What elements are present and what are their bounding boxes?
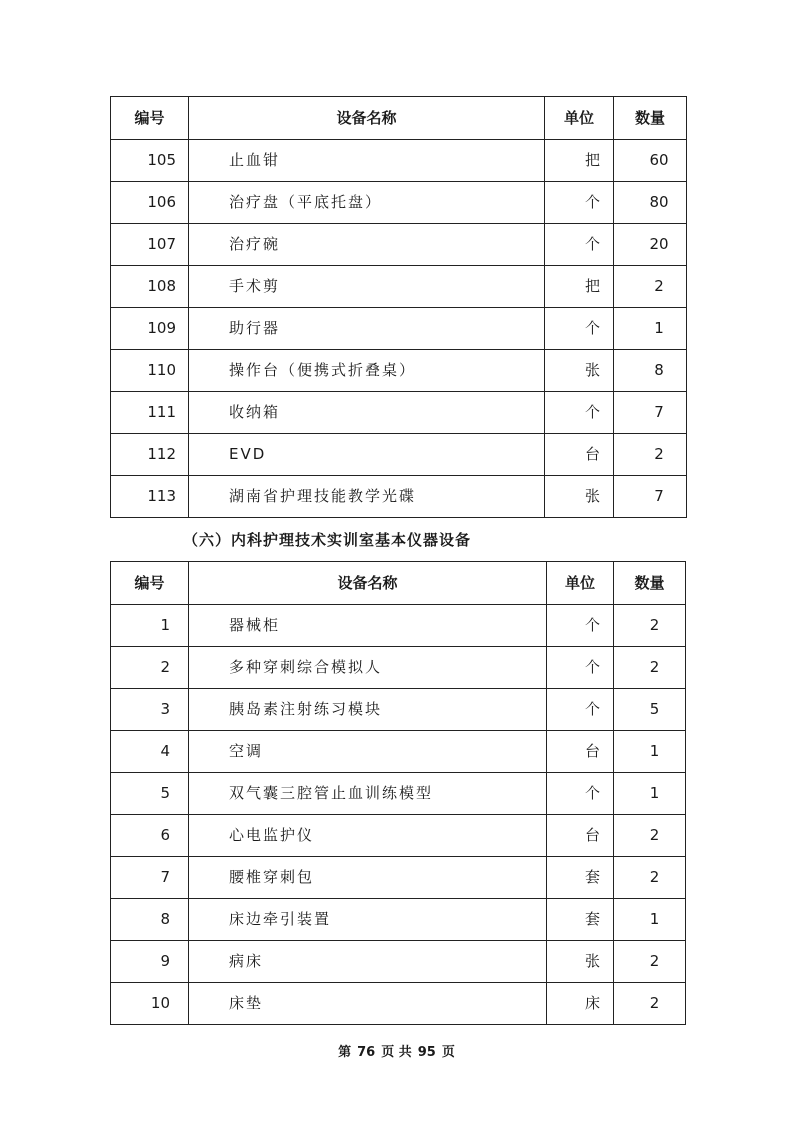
header-unit: 单位 [547,562,614,605]
cell-number: 5 [111,773,189,815]
cell-number: 109 [111,308,189,350]
cell-quantity: 2 [614,605,686,647]
cell-unit: 套 [547,857,614,899]
cell-unit: 台 [547,815,614,857]
cell-quantity: 8 [614,350,687,392]
table-row [111,434,687,476]
cell-number: 111 [111,392,189,434]
cell-unit: 个 [547,605,614,647]
cell-quantity: 1 [614,731,686,773]
cell-unit: 个 [547,689,614,731]
footer-suffix: 页 [441,1045,455,1060]
cell-quantity: 60 [614,140,687,182]
cell-number: 106 [111,182,189,224]
table-row [111,350,687,392]
table-row [111,392,687,434]
cell-unit: 个 [547,647,614,689]
cell-unit: 张 [545,350,614,392]
cell-unit: 台 [545,434,614,476]
cell-unit: 床 [547,983,614,1025]
table-row [111,689,686,731]
cell-unit: 把 [545,266,614,308]
cell-equipment-name: 胰岛素注射练习模块 [189,689,547,731]
cell-quantity: 1 [614,773,686,815]
table-header-row [111,97,687,140]
cell-number: 113 [111,476,189,518]
table-row [111,182,687,224]
cell-number: 7 [111,857,189,899]
cell-number: 8 [111,899,189,941]
cell-equipment-name: 病床 [189,941,547,983]
cell-number: 4 [111,731,189,773]
footer-total-pages: 95 [417,1045,436,1060]
table-row [111,857,686,899]
cell-unit: 张 [545,476,614,518]
header-equipment-name: 设备名称 [189,97,545,140]
table-row [111,731,686,773]
cell-equipment-name: 手术剪 [189,266,545,308]
cell-unit: 个 [547,773,614,815]
header-number: 编号 [111,562,189,605]
cell-quantity: 2 [614,647,686,689]
cell-equipment-name: 治疗盘（平底托盘） [189,182,545,224]
table-row [111,815,686,857]
cell-quantity: 5 [614,689,686,731]
cell-number: 1 [111,605,189,647]
cell-equipment-name: 止血钳 [189,140,545,182]
cell-quantity: 80 [614,182,687,224]
footer-current-page: 76 [357,1045,376,1060]
cell-quantity: 2 [614,983,686,1025]
cell-quantity: 2 [614,266,687,308]
table-header-row [111,562,686,605]
table-row [111,605,686,647]
footer-middle: 页 共 [381,1045,412,1060]
cell-equipment-name: 腰椎穿刺包 [189,857,547,899]
cell-unit: 张 [547,941,614,983]
cell-unit: 把 [545,140,614,182]
cell-equipment-name: EVD [189,434,545,476]
cell-unit: 个 [545,224,614,266]
cell-number: 9 [111,941,189,983]
footer-prefix: 第 [338,1045,352,1060]
cell-quantity: 7 [614,392,687,434]
table-row [111,941,686,983]
header-number: 编号 [111,97,189,140]
cell-equipment-name: 空调 [189,731,547,773]
cell-equipment-name: 操作台（便携式折叠桌） [189,350,545,392]
cell-quantity: 7 [614,476,687,518]
cell-number: 112 [111,434,189,476]
cell-quantity: 2 [614,941,686,983]
table-row [111,266,687,308]
cell-quantity: 1 [614,899,686,941]
table-row [111,983,686,1025]
header-quantity: 数量 [614,97,687,140]
cell-equipment-name: 助行器 [189,308,545,350]
cell-quantity: 2 [614,815,686,857]
table-row [111,140,687,182]
cell-quantity: 1 [614,308,687,350]
header-quantity: 数量 [614,562,686,605]
equipment-table-2 [110,561,686,1025]
section-heading: （六）内科护理技术实训室基本仪器设备 [183,531,472,549]
table-row [111,308,687,350]
cell-number: 6 [111,815,189,857]
header-unit: 单位 [545,97,614,140]
table-row [111,224,687,266]
cell-equipment-name: 多种穿刺综合模拟人 [189,647,547,689]
cell-equipment-name: 收纳箱 [189,392,545,434]
cell-unit: 个 [545,308,614,350]
cell-unit: 个 [545,182,614,224]
cell-unit: 个 [545,392,614,434]
cell-unit: 台 [547,731,614,773]
table-row [111,647,686,689]
cell-unit: 套 [547,899,614,941]
cell-quantity: 2 [614,857,686,899]
cell-quantity: 2 [614,434,687,476]
cell-equipment-name: 床边牵引装置 [189,899,547,941]
cell-number: 105 [111,140,189,182]
cell-number: 3 [111,689,189,731]
cell-quantity: 20 [614,224,687,266]
cell-number: 108 [111,266,189,308]
table-row [111,773,686,815]
cell-equipment-name: 床垫 [189,983,547,1025]
table-row [111,476,687,518]
cell-equipment-name: 治疗碗 [189,224,545,266]
header-equipment-name: 设备名称 [189,562,547,605]
cell-number: 2 [111,647,189,689]
cell-equipment-name: 湖南省护理技能教学光碟 [189,476,545,518]
cell-equipment-name: 器械柜 [189,605,547,647]
cell-equipment-name: 双气囊三腔管止血训练模型 [189,773,547,815]
cell-number: 107 [111,224,189,266]
cell-equipment-name: 心电监护仪 [189,815,547,857]
cell-number: 10 [111,983,189,1025]
page-footer [0,1041,793,1060]
table-row [111,899,686,941]
cell-number: 110 [111,350,189,392]
equipment-table-1 [110,96,687,518]
